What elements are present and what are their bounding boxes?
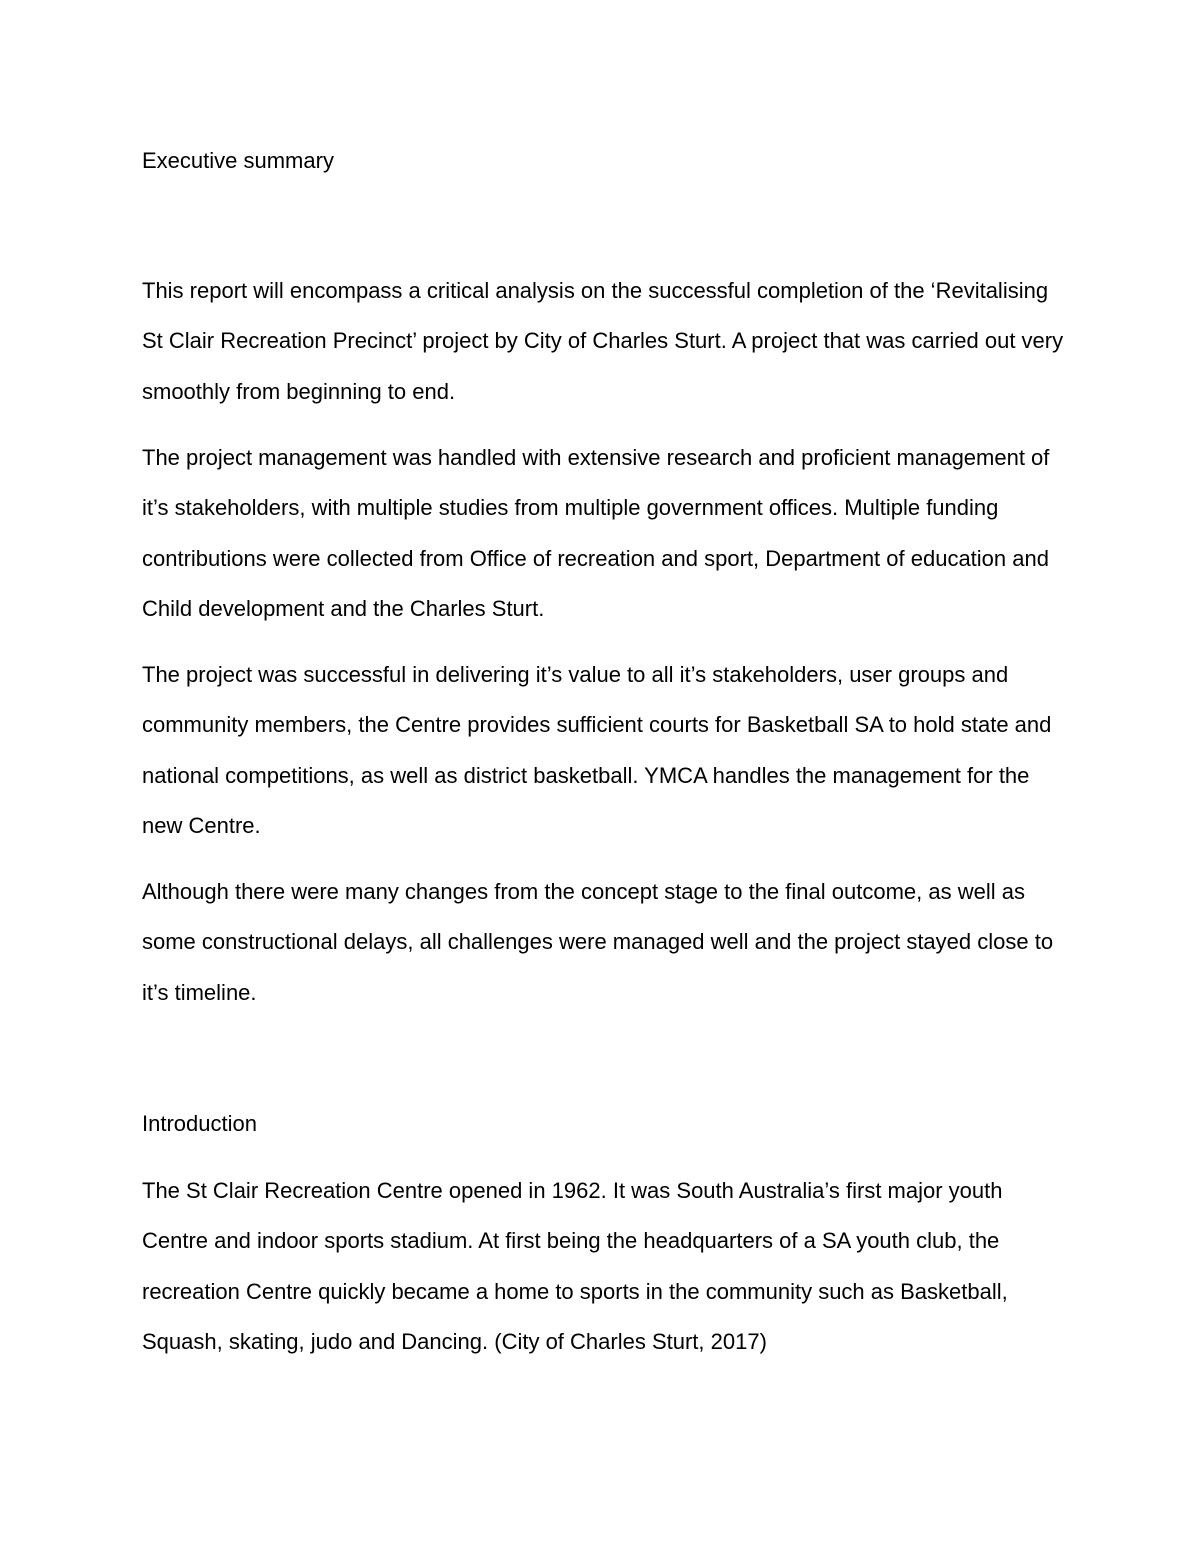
executive-summary-paragraph: This report will encompass a critical analysis on the successful completion of the ‘Revitalising St Clair Recreation Precinct’ project by City of Charles Sturt. A project that was carried out very smoothly from beginning to end. <box>142 278 1064 404</box>
introduction-paragraph: The St Clair Recreation Centre opened in 1962. It was South Australia’s first major youth Centre and indoor sports stadium. At first being the headquarters of a SA youth club, the recreation Centre quickly became a home to sports in the community such as Basketball, Squash, skating, judo and Dancing. (City of Charles Sturt, 2017) <box>142 1178 1008 1355</box>
introduction-heading: Introduction <box>142 1111 257 1136</box>
executive-summary-paragraph: The project was successful in delivering it’s value to all it’s stakeholders, user groups and community members, the Centre provides sufficient courts for Basketball SA to hold state and national competitions, as well as district basketball. YMCA handles the management for the new Centre. <box>142 662 1052 839</box>
executive-summary-paragraph: The project management was handled with extensive research and proficient management of it’s stakeholders, with multiple studies from multiple government offices. Multiple funding contributions were collected from Office of recreation and sport, Department of education and Child development and the Charles Sturt. <box>142 445 1050 622</box>
executive-summary-paragraph: Although there were many changes from the concept stage to the final outcome, as well as some constructional delays, all challenges were managed well and the project stayed close to it’s timeline. <box>142 879 1054 1005</box>
executive-summary-heading: Executive summary <box>142 148 334 173</box>
